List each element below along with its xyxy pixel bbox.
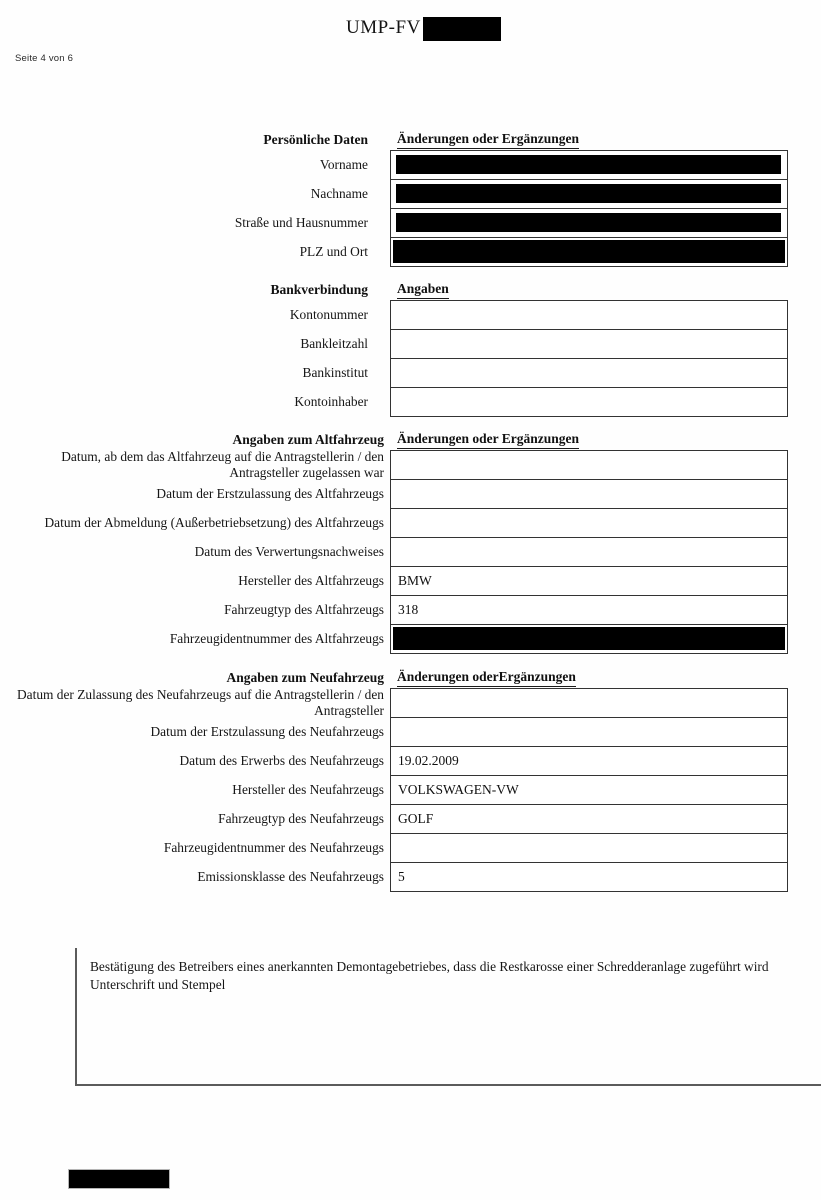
form-row: [0, 746, 821, 776]
form-row: [0, 595, 821, 625]
field-label-alt-erstzulassung: Datum der Erstzulassung des Altfahrzeugs: [156, 486, 384, 501]
column-header-changes: Änderungen oder Ergänzungen: [390, 431, 788, 448]
form-row: [0, 387, 821, 417]
redaction-bar: [396, 213, 781, 232]
dismantler-confirmation-box: [75, 948, 821, 1086]
form-row: [0, 358, 821, 388]
neu-erstzulassung-field: [390, 717, 788, 747]
field-label-alt-abmeldung: Datum der Abmeldung (Außerbetriebsetzung) des Altfahrzeugs: [44, 515, 384, 530]
field-label-alt-zulassung: Datum, ab dem das Altfahrzeug auf die Antragstellerin / den Antragsteller zugelassen war: [61, 449, 384, 480]
alt-hersteller-field: [390, 566, 788, 596]
alt-zulassung-datum-field: [390, 450, 788, 480]
field-value: 318: [398, 602, 419, 617]
column-header-changes: Änderungen oderErgänzungen: [390, 669, 788, 686]
alt-verwertungsnachweis-field: [390, 537, 788, 567]
neu-hersteller-field: [390, 775, 788, 805]
kontoinhaber-field: [390, 387, 788, 417]
field-label-neu-zulassung: Datum der Zulassung des Neufahrzeugs auf die Antragstellerin / den Antragsteller: [16, 687, 384, 718]
redaction-bar: [396, 184, 781, 203]
field-label-neu-hersteller: Hersteller des Neufahrzeugs: [232, 782, 384, 797]
field-label-neu-fahrzeugtyp: Fahrzeugtyp des Neufahrzeugs: [218, 811, 384, 826]
form-row: [0, 237, 821, 267]
form-row: [0, 804, 821, 834]
alt-abmeldung-field: [390, 508, 788, 538]
section-old-vehicle: [0, 431, 821, 654]
field-label-vorname: Vorname: [319, 157, 368, 172]
alt-fahrzeugident-field: [390, 624, 788, 654]
field-label-neu-erstzulassung: Datum der Erstzulassung des Neufahrzeugs: [150, 724, 384, 739]
vorname-field: [390, 150, 788, 180]
field-value: 19.02.2009: [398, 753, 459, 768]
document-title: [346, 15, 501, 41]
field-label-alt-fahrzeugident: Fahrzeugidentnummer des Altfahrzeugs: [169, 631, 384, 646]
form-row: [0, 862, 821, 892]
document-title-text: UMP-FV: [346, 17, 421, 38]
form-row: [0, 775, 821, 805]
section-heading-bank: Bankverbindung: [270, 282, 368, 297]
field-label-strasse: Straße und Hausnummer: [234, 215, 368, 230]
nachname-field: [390, 179, 788, 209]
title-redaction-bar: [423, 17, 501, 41]
redaction-bar: [396, 155, 781, 174]
form-row: [0, 179, 821, 209]
section-personal-data: [0, 131, 821, 267]
neu-zulassung-datum-field: [390, 688, 788, 718]
form-row: [0, 329, 821, 359]
plz-ort-field: [390, 237, 788, 267]
form-row: [0, 566, 821, 596]
form-row: [0, 537, 821, 567]
column-header-angaben: Angaben: [390, 281, 788, 298]
field-label-emissionsklasse: Emissionsklasse des Neufahrzeugs: [197, 869, 384, 884]
field-value: GOLF: [398, 811, 434, 826]
section-heading-new-vehicle: Angaben zum Neufahrzeug: [226, 670, 384, 685]
field-value: BMW: [398, 573, 432, 588]
form-row: [0, 300, 821, 330]
page-number-indicator: Seite 4 von 6: [15, 53, 74, 64]
field-value: VOLKSWAGEN-VW: [398, 782, 519, 797]
field-label-nachname: Nachname: [310, 186, 368, 201]
redaction-bar: [393, 627, 785, 650]
redaction-bar: [393, 240, 785, 263]
strasse-hausnummer-field: [390, 208, 788, 238]
field-label-plz-ort: PLZ und Ort: [299, 244, 368, 259]
form-row: [0, 624, 821, 654]
section-new-vehicle: [0, 669, 821, 892]
form-row: [0, 508, 821, 538]
neu-erwerb-datum-field: [390, 746, 788, 776]
kontonummer-field: [390, 300, 788, 330]
neu-emissionsklasse-field: [390, 862, 788, 892]
bankleitzahl-field: [390, 329, 788, 359]
form-row: [0, 717, 821, 747]
field-label-kontoinhaber: Kontoinhaber: [294, 394, 368, 409]
form-row: [0, 150, 821, 180]
section-heading-old-vehicle: Angaben zum Altfahrzeug: [232, 432, 384, 447]
field-label-bankleitzahl: Bankleitzahl: [300, 336, 368, 351]
alt-fahrzeugtyp-field: [390, 595, 788, 625]
field-label-neu-erwerb: Datum des Erwerbs des Neufahrzeugs: [179, 753, 384, 768]
field-label-alt-fahrzeugtyp: Fahrzeugtyp des Altfahrzeugs: [224, 602, 384, 617]
field-label-verwertungsnachweis: Datum des Verwertungsnachweises: [194, 544, 384, 559]
field-value: 5: [398, 869, 405, 884]
form-row: [0, 833, 821, 863]
form-row: [0, 450, 821, 480]
form-row: [0, 688, 821, 718]
section-bank-details: [0, 281, 821, 417]
column-header-changes: Änderungen oder Ergänzungen: [390, 131, 788, 148]
neu-fahrzeugident-field: [390, 833, 788, 863]
bottom-left-redaction-bar: [68, 1169, 170, 1189]
field-label-kontonummer: Kontonummer: [289, 307, 368, 322]
confirmation-text: Bestätigung des Betreibers eines anerkannten Demontagebetriebes, dass die Restkarosse einer Schredderanlage zugeführt wird: [90, 959, 769, 974]
bankinstitut-field: [390, 358, 788, 388]
neu-fahrzeugtyp-field: [390, 804, 788, 834]
signature-stamp-label: Unterschrift und Stempel: [90, 976, 226, 992]
alt-erstzulassung-field: [390, 479, 788, 509]
form-row: [0, 208, 821, 238]
field-label-neu-fahrzeugident: Fahrzeugidentnummer des Neufahrzeugs: [163, 840, 384, 855]
section-heading-personal-data: Persönliche Daten: [263, 132, 368, 147]
field-label-bankinstitut: Bankinstitut: [302, 365, 368, 380]
field-label-alt-hersteller: Hersteller des Altfahrzeugs: [238, 573, 384, 588]
form-row: [0, 479, 821, 509]
